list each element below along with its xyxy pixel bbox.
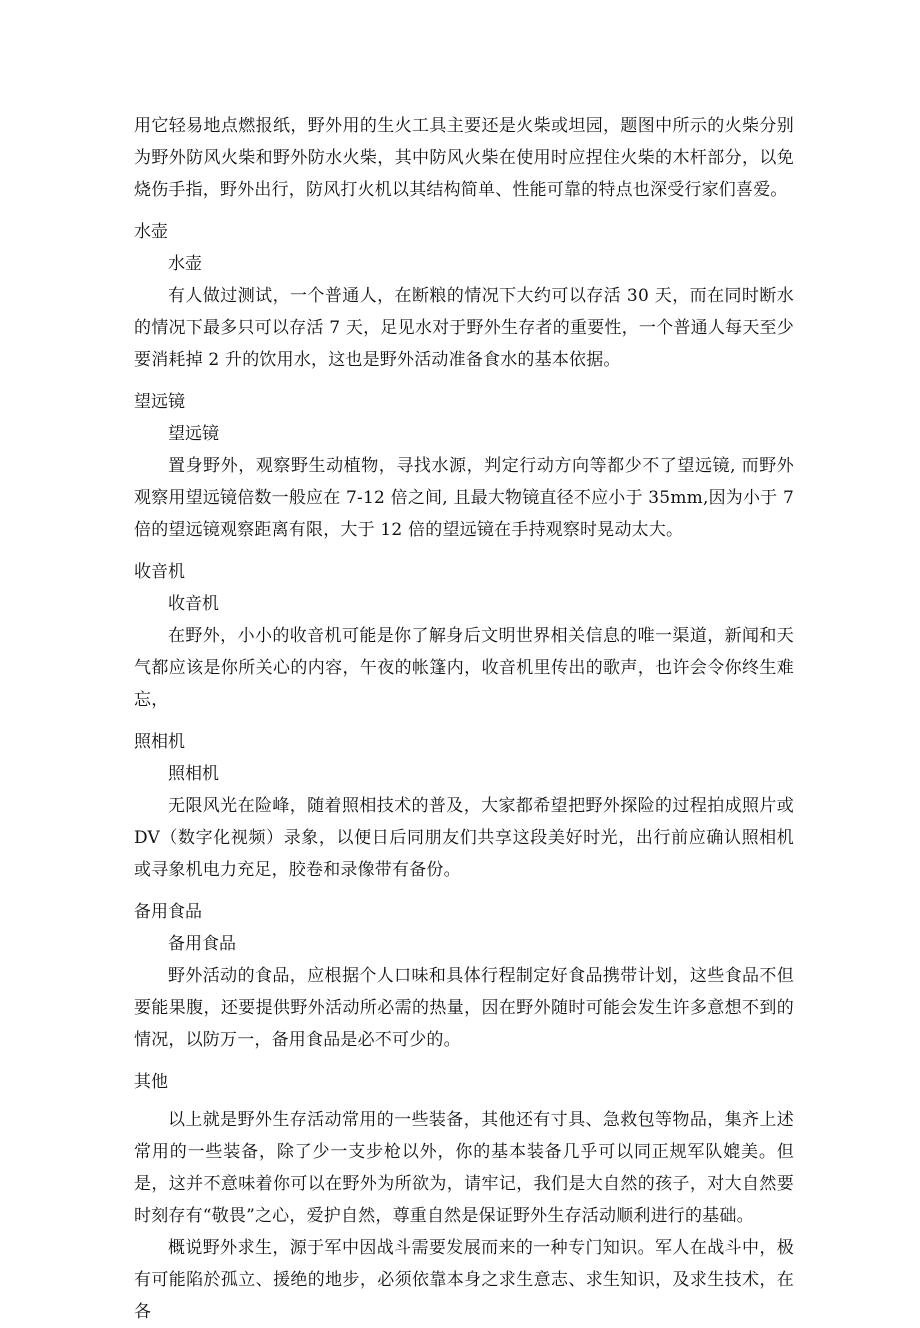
section-heading: 备用食品 xyxy=(134,902,202,922)
section-heading: 收音机 xyxy=(134,562,185,582)
section-heading: 望远镜 xyxy=(134,392,185,412)
section-subheading: 照相机 xyxy=(168,764,219,784)
intro-paragraph: 用它轻易地点燃报纸，野外用的生火工具主要还是火柴或坦园，题图中所示的火柴分别为野外防风火柴和野外防水火柴，其中防风火柴在使用时应捏住火柴的木杆部分，以免烧伤手指，野外出行，防风打火机以其结构简单、性能可靠的特点也深受行家们喜爱。 xyxy=(134,116,794,200)
document-content xyxy=(134,110,794,1328)
section-subheading: 收音机 xyxy=(168,594,219,614)
section-heading: 其他 xyxy=(134,1072,168,1092)
section-other xyxy=(134,1066,794,1328)
section-body: 在野外，小小的收音机可能是你了解身后文明世界相关信息的唯一渠道，新闻和天气都应该是你所关心的内容，午夜的帐篷内，收音机里传出的歌声，也许会令你终生难忘， xyxy=(134,626,794,710)
section-subheading: 望远镜 xyxy=(168,424,219,444)
section-water-bottle xyxy=(134,216,794,376)
other-paragraph-1: 以上就是野外生存活动常用的一些装备，其他还有寸具、急救包等物品，集齐上述常用的一些装备，除了少一支步枪以外，你的基本装备几乎可以同正规军队媲美。但是，这并不意味着你可以在野外为所欲为，请牢记，我们是大自然的孩子，对大自然要时刻存有“敬畏”之心，爱护自然，尊重自然是保证野外生存活动顺利进行的基础。 xyxy=(134,1110,794,1226)
section-heading: 照相机 xyxy=(134,732,185,752)
section-body: 置身野外，观察野生动植物，寻找水源，判定行动方向等都少不了望远镜, 而野外观察用望远镜倍数一般应在 7-12 倍之间, 且最大物镜直径不应小于 35mm,因为小于 7 倍的望远镜观察距离有限，大于 12 倍的望远镜在手持观察时晃动太大。 xyxy=(134,456,794,540)
section-telescope xyxy=(134,386,794,546)
section-body: 有人做过测试，一个普通人，在断粮的情况下大约可以存活 30 天，而在同时断水的情况下最多只可以存活 7 天，足见水对于野外生存者的重要性，一个普通人每天至少要消耗掉 2 升的饮用水，这也是野外活动准备食水的基本依据。 xyxy=(134,286,794,370)
other-paragraph-2: 概说野外求生，源于军中因战斗需要发展而来的一种专门知识。军人在战斗中，极有可能陷於孤立、援绝的地步，必须依靠本身之求生意志、求生知识，及求生技术，在各 xyxy=(134,1238,794,1322)
section-heading: 水壶 xyxy=(134,222,168,242)
section-radio xyxy=(134,556,794,716)
section-camera xyxy=(134,726,794,886)
section-body: 无限风光在险峰，随着照相技术的普及，大家都希望把野外探险的过程拍成照片或 DV（数字化视频）录象，以便日后同朋友们共享这段美好时光，出行前应确认照相机或寻象机电力充足，胶卷和录像带有备份。 xyxy=(134,796,794,880)
section-backup-food xyxy=(134,896,794,1056)
section-body: 野外活动的食品，应根据个人口味和具体行程制定好食品携带计划，这些食品不但要能果腹，还要提供野外活动所必需的热量，因在野外随时可能会发生许多意想不到的情况，以防万一，备用食品是必不可少的。 xyxy=(134,966,794,1050)
section-subheading: 水壶 xyxy=(168,254,202,274)
section-subheading: 备用食品 xyxy=(168,934,236,954)
